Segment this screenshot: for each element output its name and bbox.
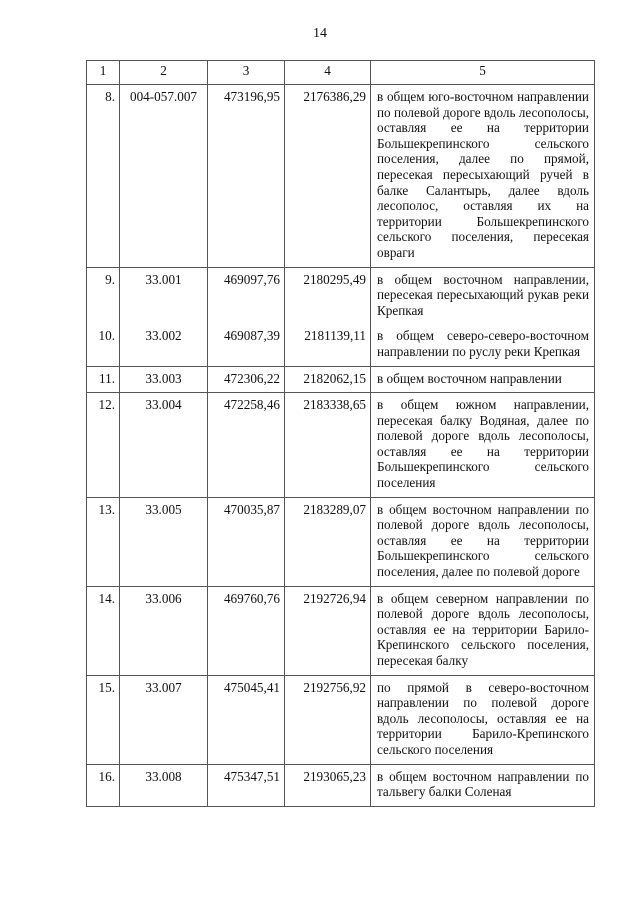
coordinate-x: 470035,87 [208, 497, 285, 586]
boundary-description: в общем северном направлении по полевой дороге вдоль лесополосы, оставляя ее на территории Барило-Крепинского сельского поселения, пересекая балку [371, 586, 595, 675]
boundary-description: в общем восточном направлении, пересекая пересыхающий рукав реки Крепкая [371, 267, 595, 324]
header-col-5: 5 [371, 61, 595, 85]
coordinate-y: 2180295,49 [285, 267, 371, 324]
point-code: 33.001 [120, 267, 208, 324]
row-number: 15. [87, 675, 120, 764]
table-row [87, 324, 595, 366]
row-number: 13. [87, 497, 120, 586]
table-row [87, 586, 595, 675]
coordinate-y: 2182062,15 [285, 366, 371, 393]
header-row [87, 61, 595, 85]
boundary-description: в общем восточном направлении [371, 366, 595, 393]
boundary-description: в общем юго-восточном направлении по полевой дороге вдоль лесополосы, оставляя ее на территории Большекрепинского сельского поселения, далее по прямой, пересекая пересыхающий ручей в балке Салантырь, далее вдоль лесополос, оставляя их на территории Большекрепинского сельского поселения, пересекая овраги [371, 85, 595, 268]
row-number: 8. [87, 85, 120, 268]
table-row [87, 675, 595, 764]
row-number: 14. [87, 586, 120, 675]
coordinate-x: 475347,51 [208, 764, 285, 806]
header-col-4: 4 [285, 61, 371, 85]
boundary-description: в общем восточном направлении по полевой дороге вдоль лесополосы, оставляя ее на территории Большекрепинского сельского поселения, далее по полевой дороге [371, 497, 595, 586]
header-col-2: 2 [120, 61, 208, 85]
coordinate-x: 472258,46 [208, 393, 285, 498]
point-code: 33.007 [120, 675, 208, 764]
row-number: 11. [87, 366, 120, 393]
coordinate-x: 469087,39 [208, 324, 285, 366]
boundary-description: в общем восточном направлении по тальвегу балки Соленая [371, 764, 595, 806]
row-number: 9. [87, 267, 120, 324]
coordinate-x: 469760,76 [208, 586, 285, 675]
coordinate-y: 2193065,23 [285, 764, 371, 806]
point-code: 33.006 [120, 586, 208, 675]
coordinate-y: 2176386,29 [285, 85, 371, 268]
coordinate-y: 2183338,65 [285, 393, 371, 498]
point-code: 33.002 [120, 324, 208, 366]
coordinate-y: 2192726,94 [285, 586, 371, 675]
point-code: 33.008 [120, 764, 208, 806]
point-code: 004-057.007 [120, 85, 208, 268]
boundary-description: в общем северо-северо-восточном направлении по руслу реки Крепкая [371, 324, 595, 366]
header-col-1: 1 [87, 61, 120, 85]
coordinate-y: 2183289,07 [285, 497, 371, 586]
coordinate-x: 469097,76 [208, 267, 285, 324]
point-code: 33.003 [120, 366, 208, 393]
table-row [87, 764, 595, 806]
header-col-3: 3 [208, 61, 285, 85]
coordinate-x: 473196,95 [208, 85, 285, 268]
table-row [87, 267, 595, 324]
table-row [87, 497, 595, 586]
boundary-table [86, 60, 595, 807]
coordinate-y: 2192756,92 [285, 675, 371, 764]
row-number: 12. [87, 393, 120, 498]
row-number: 16. [87, 764, 120, 806]
table-row [87, 85, 595, 268]
point-code: 33.004 [120, 393, 208, 498]
table-row [87, 366, 595, 393]
coordinate-x: 472306,22 [208, 366, 285, 393]
row-number: 10. [87, 324, 120, 366]
page-number: 14 [313, 26, 327, 41]
boundary-description: по прямой в северо-восточном направлении по полевой дороге вдоль лесополосы, оставляя ее на территории Барило-Крепинского сельского поселения [371, 675, 595, 764]
point-code: 33.005 [120, 497, 208, 586]
coordinate-x: 475045,41 [208, 675, 285, 764]
boundary-description: в общем южном направлении, пересекая балку Водяная, далее по полевой дороге вдоль лесополосы, оставляя ее на территории Большекрепинского сельского поселения [371, 393, 595, 498]
coordinate-y: 2181139,11 [285, 324, 371, 366]
table-row [87, 393, 595, 498]
